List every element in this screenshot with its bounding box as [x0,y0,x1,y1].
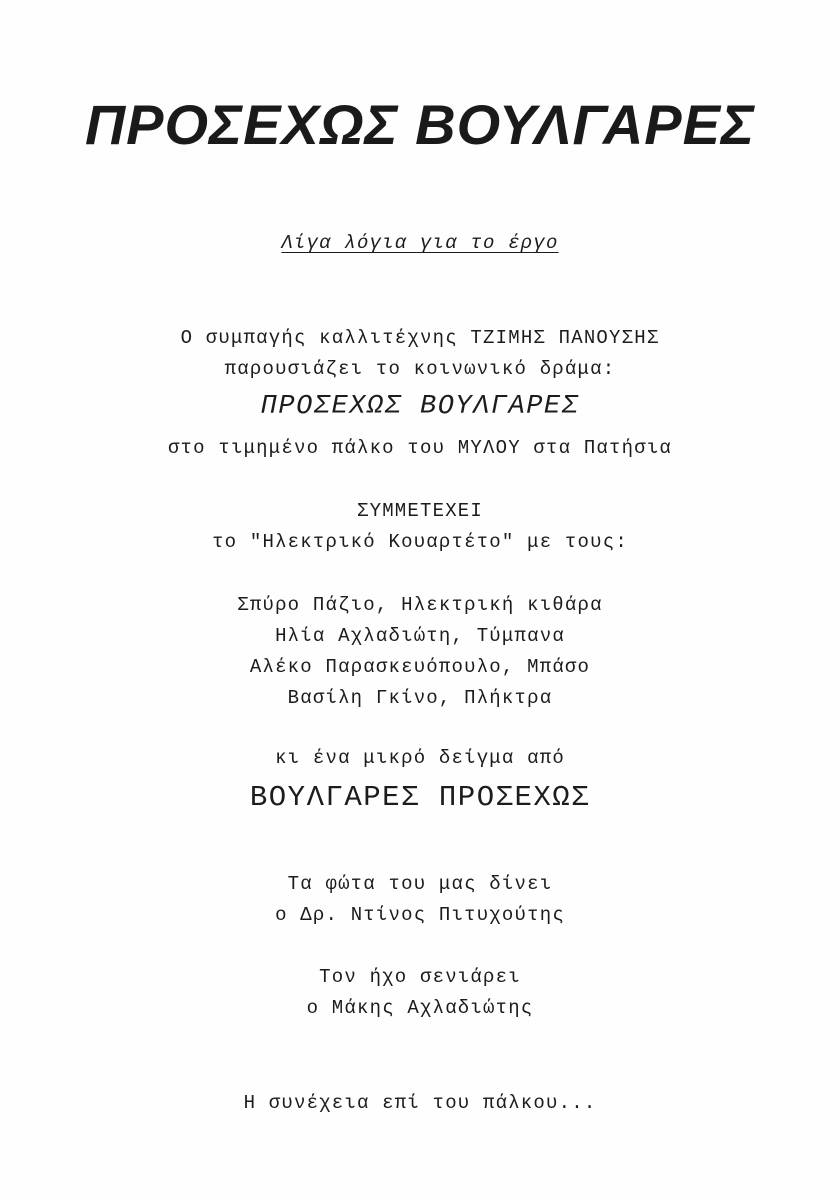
participation-heading: ΣΥΜΜΕΤΕΧΕΙ [356,500,484,522]
band-member: Σπύρο Πάζιο, Ηλεκτρική κιθάρα [237,594,603,616]
band-member: Αλέκο Παρασκευόπουλο, Μπάσο [249,656,591,678]
sample-title: ΒΟΥΛΓΑΡΕΣ ΠΡΟΣΕΧΩΣ [249,781,591,814]
closing-line: Η συνέχεια επί του πάλκου... [243,1092,597,1114]
play-title: ΠΡΟΣΕΧΩΣ ΒΟΥΛΓΑΡΕΣ [260,392,580,422]
band-member: Βασίλη Γκίνο, Πλήκτρα [287,687,553,709]
lights-line-2: ο Δρ. Ντίνος Πιτυχούτης [275,904,565,926]
sample-line: κι ένα μικρό δείγμα από [275,747,565,769]
intro-line-3: στο τιμημένο πάλκο του ΜΥΛΟΥ στα Πατήσια [167,437,673,459]
subtitle: Λίγα λόγια για το έργο [281,232,559,254]
lights-line-1: Τα φώτα του μας δίνει [287,873,553,895]
sound-line-2: ο Μάκης Αχλαδιώτης [306,997,534,1019]
intro-line-2: παρουσιάζει το κοινωνικό δράμα: [224,358,616,380]
sound-line-1: Τον ήχο σενιάρει [319,966,521,988]
intro-line-1: Ο συμπαγής καλλιτέχνης ΤΖΙΜΗΣ ΠΑΝΟΥΣΗΣ [180,327,660,349]
participation-line: το "Ηλεκτρικό Κουαρτέτο" με τους: [212,531,628,553]
main-title: ΠΡΟΣΕΧΩΣ ΒΟΥΛΓΑΡΕΣ [84,93,756,156]
band-member: Ηλία Αχλαδιώτη, Τύμπανα [275,625,565,647]
